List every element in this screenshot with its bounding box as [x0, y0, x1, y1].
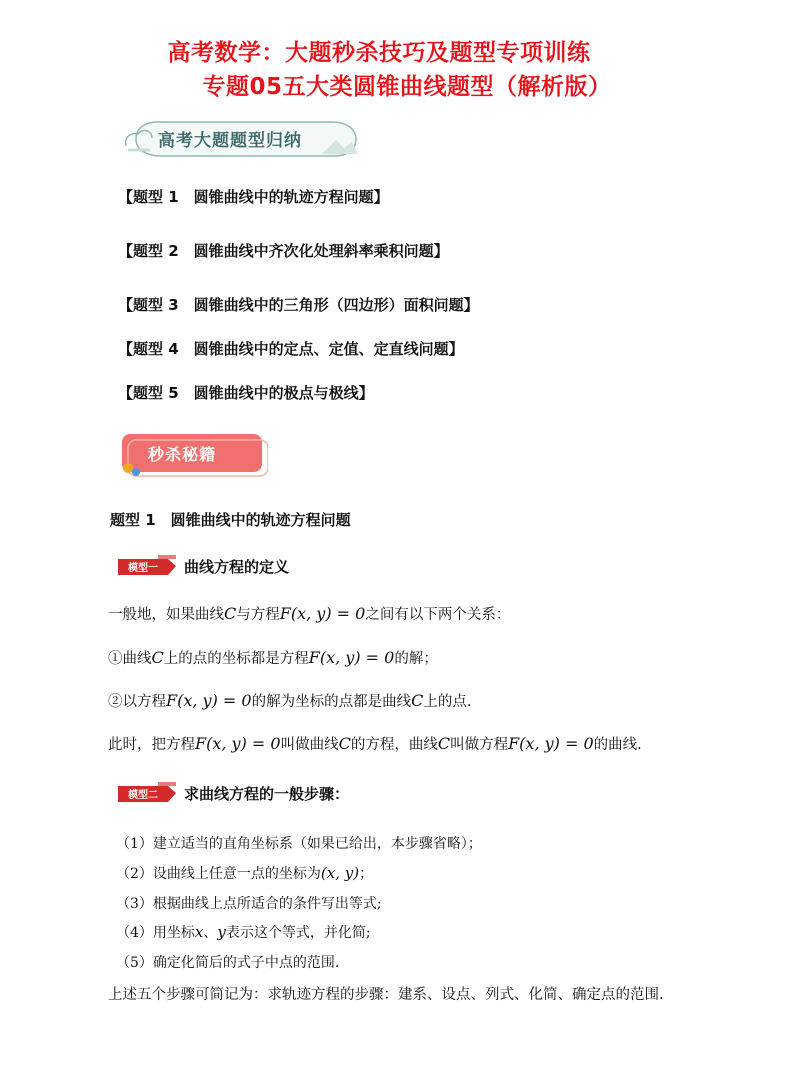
model1-tag	[118, 555, 176, 577]
model2-tag	[118, 782, 176, 804]
topic-item-2: 【题型 2 圆锥曲线中齐次化处理斜率乘积问题】	[118, 242, 449, 260]
definition-line-1: 一般地，如果曲线C与方程F(x, y) = 0之间有以下两个关系：	[108, 604, 511, 623]
summary-banner-label: 高考大题题型归纳	[158, 131, 302, 151]
step-1: （1）建立适当的直角坐标系（如果已给出，本步骤省略）；	[116, 836, 482, 852]
topic-item-1: 【题型 1 圆锥曲线中的轨迹方程问题】	[118, 188, 389, 206]
definition-line-3: ②以方程F(x, y) = 0的解为坐标的点都是曲线C上的点.	[108, 691, 472, 710]
secret-badge	[118, 430, 268, 478]
document-title-line1: 高考数学：大题秒杀技巧及题型专项训练	[167, 40, 591, 66]
step-3: （3）根据曲线上点所适合的条件写出等式;	[116, 896, 382, 912]
summary-banner	[122, 116, 360, 162]
document-title-line2: 专题05五大类圆锥曲线题型（解析版）	[202, 74, 612, 100]
model2-tag-label: 模型二	[128, 790, 158, 801]
definition-line-4: 此时，把方程F(x, y) = 0叫做曲线C的方程，曲线C叫做方程F(x, y) = 0的曲线.	[108, 734, 642, 753]
section-heading: 题型 1 圆锥曲线中的轨迹方程问题	[110, 511, 351, 529]
model1-tag-label: 模型一	[128, 563, 158, 574]
step-4: （4）用坐标x、y表示这个等式，并化简;	[116, 923, 371, 941]
step-5: （5）确定化简后的式子中点的范围.	[116, 955, 340, 971]
secret-badge-label: 秒杀秘籍	[148, 445, 217, 464]
definition-line-2: ①曲线C上的点的坐标都是方程F(x, y) = 0的解；	[108, 648, 438, 667]
topic-item-5: 【题型 5 圆锥曲线中的极点与极线】	[118, 384, 374, 402]
topic-item-3: 【题型 3 圆锥曲线中的三角形（四边形）面积问题】	[118, 296, 479, 314]
model1-title: 曲线方程的定义	[184, 558, 290, 576]
steps-summary: 上述五个步骤可简记为：求轨迹方程的步骤：建系、设点、列式、化简、确定点的范围.	[108, 987, 664, 1003]
topic-item-4: 【题型 4 圆锥曲线中的定点、定值、定直线问题】	[118, 340, 464, 358]
model2-title: 求曲线方程的一般步骤：	[184, 785, 350, 803]
step-2: （2）设曲线上任意一点的坐标为(x, y)；	[116, 864, 374, 882]
